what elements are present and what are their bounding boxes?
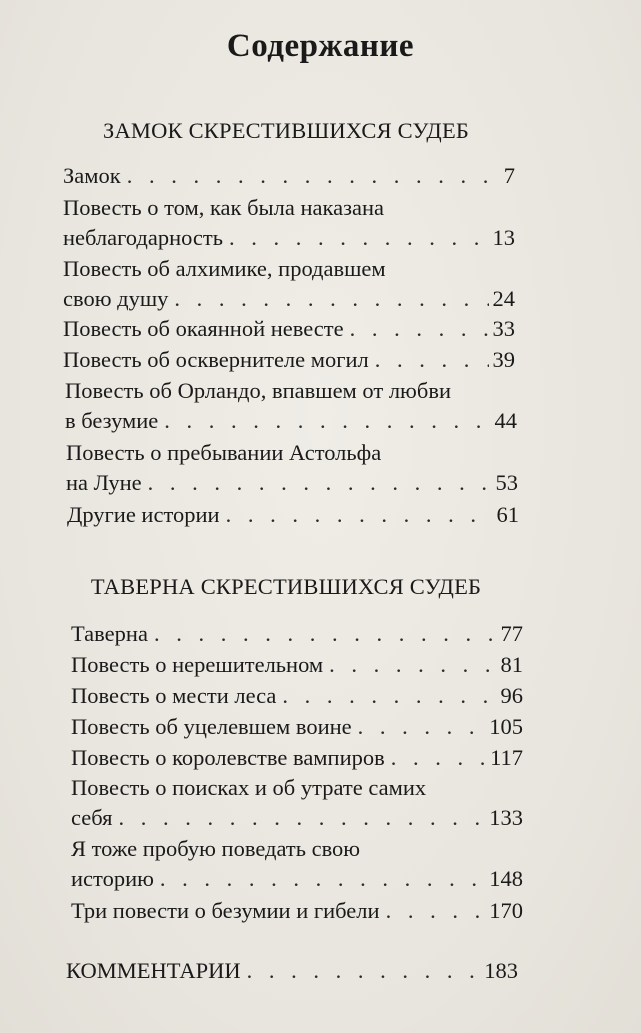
toc-entry-title: Повесть о нерешительном — [71, 652, 324, 677]
toc-entry-page: 148 — [489, 866, 523, 891]
toc-entry-title: Повесть об уцелевшем воине — [71, 714, 352, 739]
dot-leader — [247, 956, 481, 986]
toc-entry[interactable] — [63, 161, 515, 191]
toc-entry-title: Другие истории — [67, 502, 220, 527]
toc-entry[interactable] — [63, 193, 515, 253]
toc-entry-page: 105 — [489, 714, 523, 739]
toc-entry[interactable] — [71, 619, 523, 649]
toc-entry[interactable] — [71, 743, 523, 773]
toc-entry-page: 39 — [492, 347, 515, 372]
toc-entry-title: КОММЕНТАРИИ — [66, 958, 241, 983]
dot-leader — [350, 314, 489, 344]
toc-entry-title-cont: себя — [71, 805, 113, 830]
dot-leader — [391, 743, 486, 773]
dot-leader — [174, 284, 488, 314]
toc-entry-page: 24 — [492, 286, 515, 311]
toc-entry-page: 170 — [489, 898, 523, 923]
dot-leader — [164, 406, 490, 436]
dot-leader — [226, 500, 493, 530]
dot-leader — [148, 468, 492, 498]
toc-entry-page: 7 — [503, 163, 515, 188]
toc-entry-title: Повесть об Орландо, впавшем от любви — [65, 378, 451, 403]
toc-entry-title: Повесть о мести леса — [71, 683, 277, 708]
toc-entry[interactable] — [71, 834, 523, 894]
dot-leader — [160, 864, 485, 894]
toc-entry-title: Повесть об алхимике, продавшем — [63, 256, 386, 281]
toc-entry-page: 133 — [489, 805, 523, 830]
toc-entry-page: 96 — [500, 683, 523, 708]
section-heading-castle: ЗАМОК СКРЕСТИВШИХСЯ СУДЕБ — [102, 118, 470, 143]
toc-entry-title-cont: в безумие — [65, 408, 159, 433]
toc-entry[interactable] — [71, 681, 523, 711]
toc-entry-page: 183 — [484, 958, 518, 983]
dot-leader — [329, 650, 496, 680]
dot-leader — [229, 223, 488, 253]
toc-entry-title: Повесть об осквернителе могил — [63, 347, 369, 372]
toc-entry-title: Повесть о поисках и об утрате самих — [71, 775, 427, 800]
toc-entry[interactable] — [71, 712, 523, 742]
toc-entry-commentary[interactable] — [66, 956, 518, 986]
dot-leader — [375, 345, 489, 375]
toc-entry[interactable] — [67, 500, 519, 530]
toc-entry[interactable] — [65, 376, 517, 436]
dot-leader — [386, 896, 486, 926]
toc-entry-title: Я тоже пробую поведать свою — [71, 836, 361, 861]
toc-entry[interactable] — [71, 650, 523, 680]
toc-entry-title: Замок — [63, 163, 121, 188]
toc-entry-page: 44 — [494, 408, 517, 433]
page-title: Содержание — [226, 28, 415, 64]
toc-entry-title-cont: неблагодарность — [63, 225, 224, 250]
toc-entry-title-cont: историю — [71, 866, 154, 891]
toc-entry[interactable] — [63, 345, 515, 375]
dot-leader — [127, 161, 500, 191]
dot-leader — [118, 803, 485, 833]
toc-entry[interactable] — [71, 773, 523, 833]
toc-entry-title-cont: свою душу — [63, 286, 169, 311]
toc-entry[interactable] — [71, 896, 523, 926]
toc-entry-page: 61 — [496, 502, 519, 527]
toc-entry[interactable] — [63, 314, 515, 344]
toc-entry-page: 13 — [492, 225, 515, 250]
dot-leader — [282, 681, 496, 711]
toc-entry-page: 53 — [495, 470, 518, 495]
toc-entry-page: 77 — [500, 621, 523, 646]
toc-entry-page: 117 — [490, 745, 523, 770]
toc-entry-page: 33 — [492, 316, 515, 341]
toc-entry-title: Повесть об окаянной невесте — [63, 316, 344, 341]
toc-entry-title: Таверна — [71, 621, 148, 646]
toc-entry-title-cont: на Луне — [66, 470, 142, 495]
toc-entry[interactable] — [63, 254, 515, 314]
toc-entry-title: Три повести о безумии и гибели — [71, 898, 380, 923]
section-heading-tavern: ТАВЕРНА СКРЕСТИВШИХСЯ СУДЕБ — [90, 574, 482, 599]
toc-entry-title: Повесть о том, как была наказана — [63, 195, 385, 220]
dot-leader — [358, 712, 486, 742]
dot-leader — [154, 619, 497, 649]
toc-entry[interactable] — [66, 438, 518, 498]
toc-entry-title: Повесть о королевстве вампиров — [71, 745, 385, 770]
toc-entry-title: Повесть о пребывании Астольфа — [66, 440, 382, 465]
toc-entry-page: 81 — [500, 652, 523, 677]
